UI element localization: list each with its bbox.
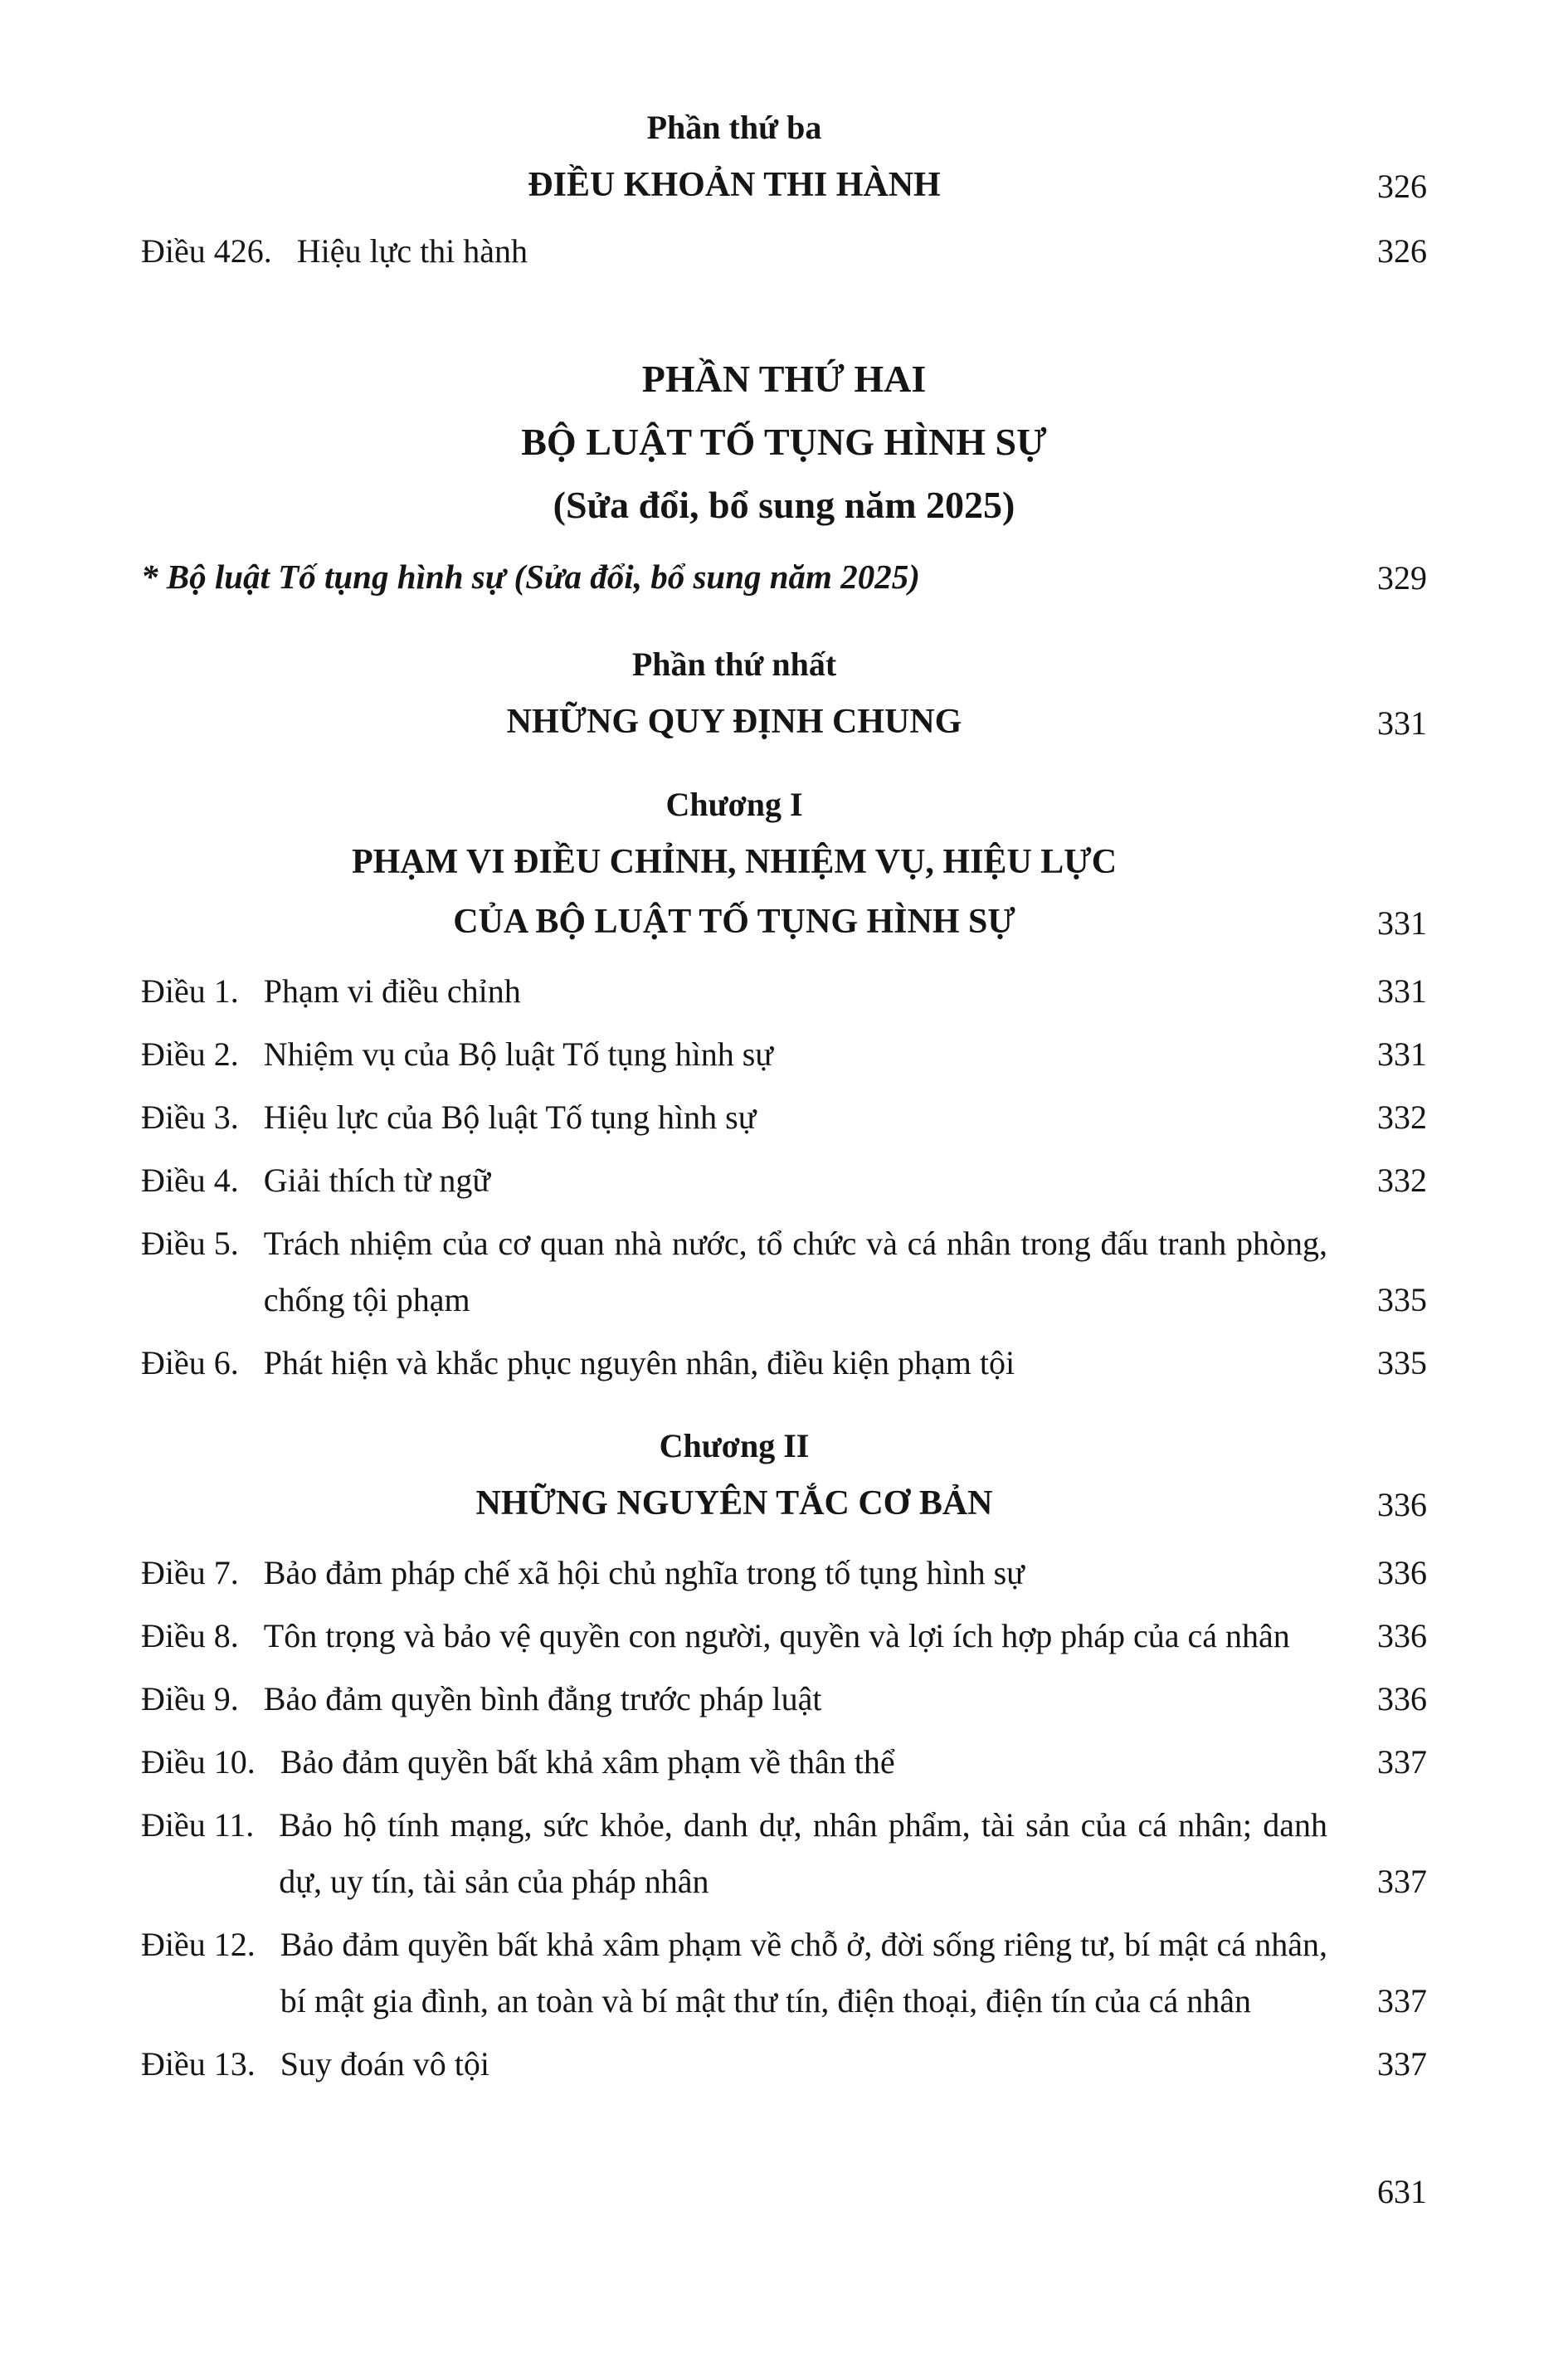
chapter-one-heading-row1 [141,833,1427,892]
code-reference-row [141,548,1427,607]
toc-entry [141,1089,1427,1146]
entry-label: Điều 6. [141,1343,239,1381]
part-one-page-number: 331 [1377,704,1427,743]
toc-entry [141,1734,1427,1790]
toc-entry [141,1335,1427,1391]
entry-label: Điều 426. [141,232,272,270]
entry-title: Bảo đảm pháp chế xã hội chủ nghĩa trong tố tụng hình sự [263,1554,1025,1592]
entry-page: 335 [1377,1280,1427,1318]
entry-page: 337 [1377,1743,1427,1781]
part-one-heading-row [141,693,1427,752]
part-two-heading-line3: (Sửa đổi, bổ sung năm 2025) [553,484,1015,527]
entry-label: Điều 4. [141,1161,239,1199]
chapter-two-entries [141,1545,1427,2092]
entry-title: Bảo hộ tính mạng, sức khỏe, danh dự, nhân phẩm, tài sản của cá nhân; danh dự, uy tín, tài sản của pháp nhân [279,1806,1327,1901]
chapter-one-kicker: Chương I [665,786,803,824]
part-three-page-number: 326 [1377,168,1427,206]
chapter-two-heading-row [141,1474,1427,1533]
chapter-two-page-number: 336 [1377,1486,1427,1524]
chapter-one-heading-line2: CỦA BỘ LUẬT TỐ TỤNG HÌNH SỰ [453,902,1015,941]
entry-title: Hiệu lực của Bộ luật Tố tụng hình sự [263,1098,757,1136]
entry-title: Bảo đảm quyền bất khả xâm phạm về thân thể [280,1743,895,1781]
part-three-heading-row [141,156,1427,215]
entry-label: Điều 7. [141,1554,239,1592]
part-two-heading-line2: BỘ LUẬT TỐ TỤNG HÌNH SỰ [521,421,1047,464]
part-one-heading: NHỮNG QUY ĐỊNH CHUNG [506,702,962,741]
entry-title: Hiệu lực thi hành [296,232,528,270]
part-three-kicker: Phần thứ ba [646,109,822,146]
entry-page: 331 [1377,1035,1427,1073]
entry-title: Bảo đảm quyền bất khả xâm phạm về chỗ ở, đời sống riêng tư, bí mật cá nhân, bí mật gia đình, an toàn và bí mật thư tín, điện thoại, điện tín của cá nhân [280,1926,1327,2020]
entry-label: Điều 8. [141,1617,239,1655]
toc-entry [141,1215,1427,1328]
part-three-heading: ĐIỀU KHOẢN THI HÀNH [528,166,941,204]
entry-page: 337 [1377,2045,1427,2083]
part-one-kicker: Phần thứ nhất [631,645,837,683]
part-two-heading-line1: PHẦN THỨ HAI [641,358,927,401]
entry-title: Giải thích từ ngữ [263,1161,491,1199]
entry-label: Điều 12. [141,1926,256,1964]
toc-entry [141,1671,1427,1727]
toc-entry [141,1545,1427,1601]
entry-page: 337 [1377,1982,1427,2020]
chapter-two-heading: NHỮNG NGUYÊN TẮC CƠ BẢN [475,1483,993,1522]
toc-entry [141,1608,1427,1664]
toc-entry [141,963,1427,1020]
entry-page: 336 [1377,1617,1427,1655]
entry-title: Tôn trọng và bảo vệ quyền con người, quyền và lợi ích hợp pháp của cá nhân [263,1617,1290,1655]
toc-entry [141,1797,1427,1910]
entry-label: Điều 3. [141,1098,239,1136]
toc-entry [141,1026,1427,1083]
entry-label: Điều 5. [141,1224,239,1262]
page-folio: 631 [1377,2173,1427,2210]
chapter-two-kicker: Chương II [659,1426,810,1464]
toc-entry [141,223,1427,280]
toc-entry [141,2036,1427,2092]
entry-title: Bảo đảm quyền bình đẳng trước pháp luật [263,1680,822,1718]
entry-page: 326 [1377,232,1427,270]
entry-title: Phạm vi điều chỉnh [263,972,521,1010]
chapter-one-entries [141,963,1427,1391]
entry-label: Điều 2. [141,1035,239,1073]
entry-page: 332 [1377,1161,1427,1199]
toc-entry [141,1152,1427,1209]
entry-title: Trách nhiệm của cơ quan nhà nước, tổ chức và cá nhân trong đấu tranh phòng, chống tội phạm [263,1224,1327,1318]
chapter-one-heading-line1: PHẠM VI ĐIỀU CHỈNH, NHIỆM VỤ, HIỆU LỰC [351,843,1118,882]
entry-page: 332 [1377,1098,1427,1136]
chapter-one-heading-row2 [141,893,1427,952]
entry-page: 337 [1377,1863,1427,1901]
entry-page: 336 [1377,1680,1427,1718]
code-reference-page: 329 [1377,558,1427,597]
entry-title: Suy đoán vô tội [280,2045,489,2083]
code-reference-text: * Bộ luật Tố tụng hình sự (Sửa đổi, bổ sung năm 2025) [141,558,920,597]
entry-page: 335 [1377,1343,1427,1381]
entry-label: Điều 9. [141,1680,239,1718]
toc-entry [141,1917,1427,2029]
entry-label: Điều 1. [141,972,239,1010]
entry-label: Điều 11. [141,1806,255,1844]
entry-title: Nhiệm vụ của Bộ luật Tố tụng hình sự [263,1035,773,1073]
entry-page: 336 [1377,1554,1427,1592]
entry-title: Phát hiện và khắc phục nguyên nhân, điều kiện phạm tội [263,1343,1015,1381]
entry-page: 331 [1377,972,1427,1010]
entry-label: Điều 13. [141,2045,256,2083]
entry-label: Điều 10. [141,1743,256,1781]
chapter-one-page-number: 331 [1377,904,1427,942]
